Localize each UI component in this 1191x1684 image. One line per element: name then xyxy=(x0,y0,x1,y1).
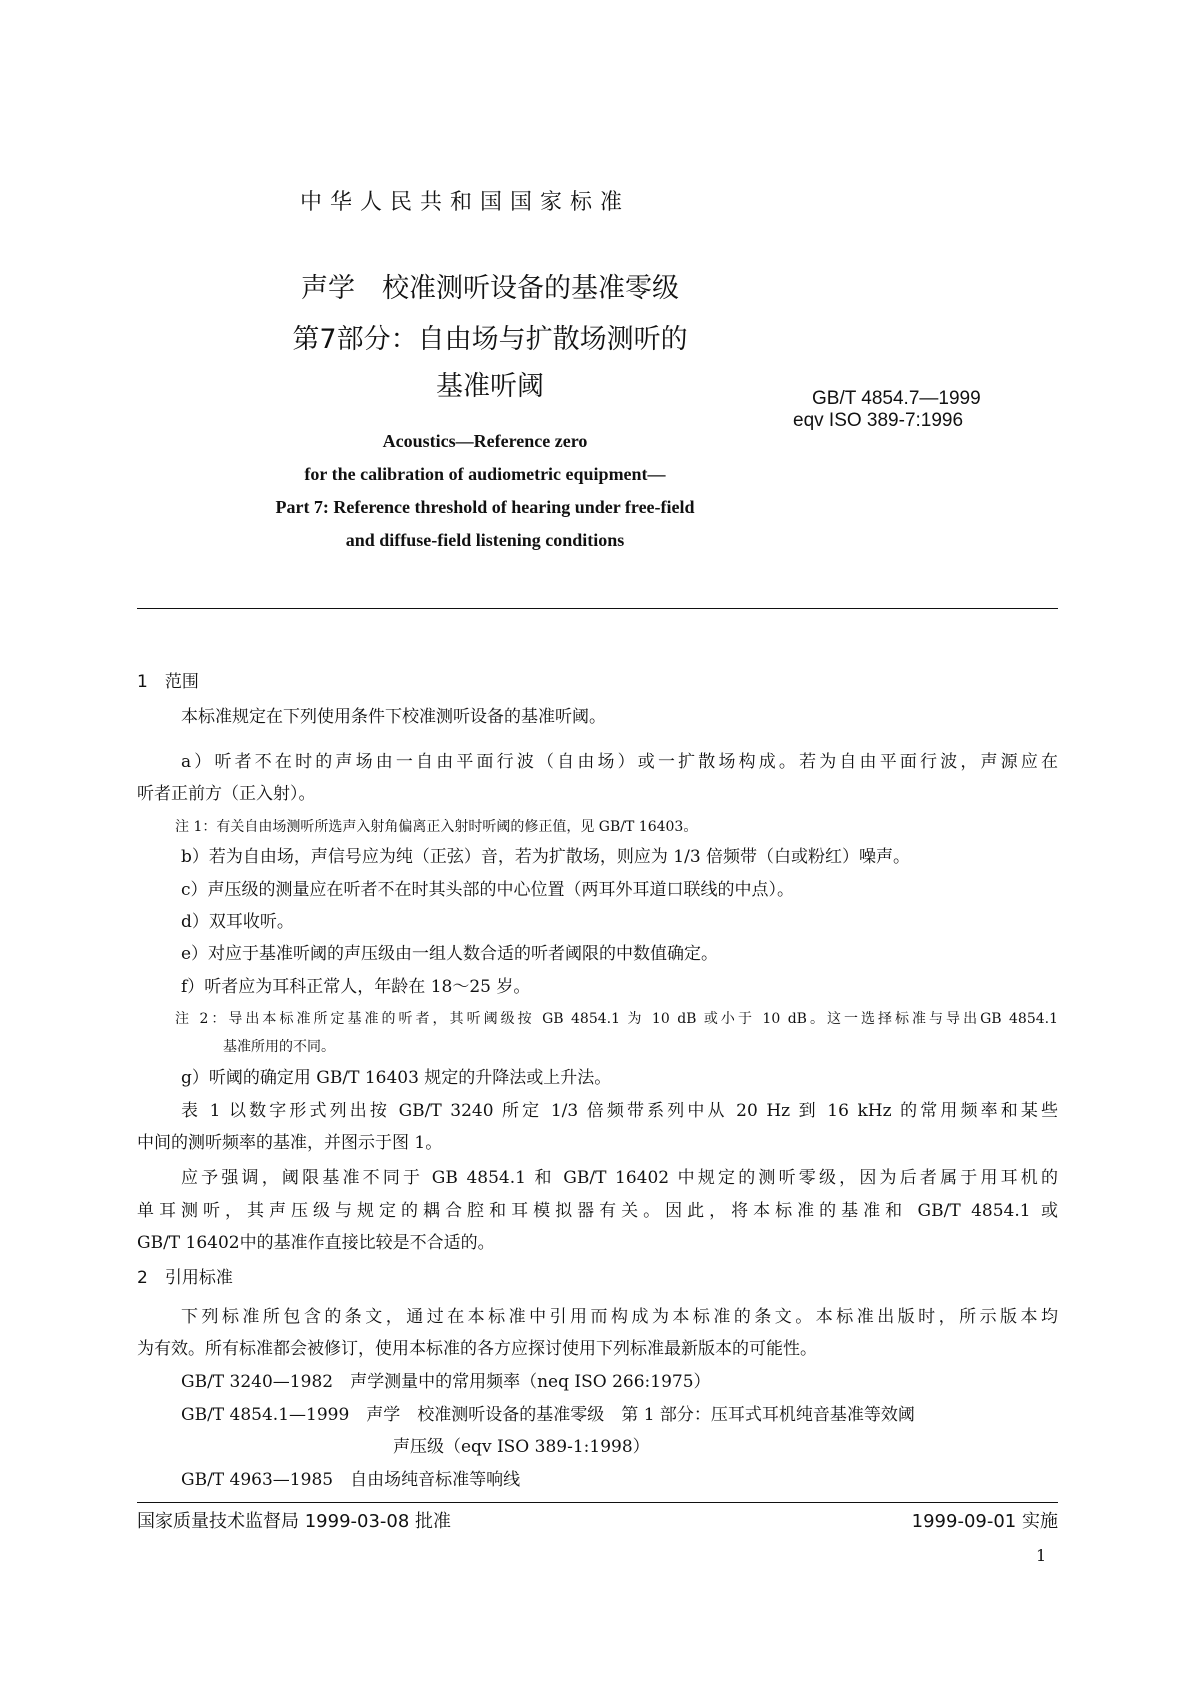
divider xyxy=(137,608,1058,609)
reference-item xyxy=(181,1371,711,1393)
reference-title-cont: 声压级（eqv ISO 389-1:1998） xyxy=(393,1437,650,1457)
reference-item xyxy=(181,1469,520,1491)
reference-code: GB/T 4963—1985 xyxy=(181,1470,334,1490)
footer-divider xyxy=(137,1502,1058,1503)
item-g: g）听阈的确定用 GB/T 16403 规定的升降法或上升法。 xyxy=(181,1068,612,1088)
item-a-cont: 听者正前方（正入射）。 xyxy=(137,784,316,804)
note-2: 注 2：导出本标准所定基准的听者，其听阈级按 GB 4854.1 为 10 dB 或小于 10 dB。这一选择标准与导出GB 4854.1 xyxy=(175,1011,1058,1027)
item-a: a）听者不在时的声场由一自由平面行波（自由场）或一扩散场构成。若为自由平面行波，声源应在 xyxy=(181,752,1058,772)
paragraph: 下列标准所包含的条文，通过在本标准中引用而构成为本标准的条文。本标准出版时，所示版本均 xyxy=(181,1307,1058,1327)
section-1-heading: 1 范围 xyxy=(137,672,199,692)
item-d: d）双耳收听。 xyxy=(181,912,294,932)
reference-title: 声学 校准测听设备的基准零级 第 1 部分：压耳式耳机纯音基准等效阈 xyxy=(366,1405,915,1425)
reference-code: GB/T 4854.1—1999 xyxy=(181,1405,350,1425)
section-2-heading: 2 引用标准 xyxy=(137,1268,233,1288)
equivalent-standard: eqv ISO 389-7:1996 xyxy=(793,410,964,431)
english-title-3: Part 7: Reference threshold of hearing under free-field xyxy=(275,497,695,517)
reference-code: GB/T 3240—1982 xyxy=(181,1372,334,1392)
effective-date: 1999-09-01 实施 xyxy=(911,1511,1058,1532)
item-c: c）声压级的测量应在听者不在时其头部的中心位置（两耳外耳道口联线的中点）。 xyxy=(181,880,795,900)
standard-header: 中华人民共和国国家标准 xyxy=(300,190,631,215)
paragraph: 应予强调，阈限基准不同于 GB 4854.1 和 GB/T 16402 中规定的测听零级，因为后者属于用耳机的 xyxy=(181,1168,1058,1188)
paragraph-cont: 中间的测听频率的基准，并图示于图 1。 xyxy=(137,1133,443,1153)
title-line-3: 基准听阈 xyxy=(436,371,544,402)
page-number: 1 xyxy=(1036,1546,1047,1565)
paragraph-cont: GB/T 16402中的基准作直接比较是不合适的。 xyxy=(137,1233,495,1253)
english-title-4: and diffuse-field listening conditions xyxy=(345,530,625,550)
title-line-2: 第7部分：自由场与扩散场测听的 xyxy=(292,324,688,355)
paragraph: 表 1 以数字形式列出按 GB/T 3240 所定 1/3 倍频带系列中从 20 Hz 到 16 kHz 的常用频率和某些 xyxy=(181,1101,1058,1121)
standard-code: GB/T 4854.7—1999 xyxy=(812,388,981,409)
title-line-1: 声学 校准测听设备的基准零级 xyxy=(301,273,679,304)
english-title-2: for the calibration of audiometric equipment— xyxy=(304,464,666,484)
reference-title: 自由场纯音标准等响线 xyxy=(350,1470,521,1490)
reference-item xyxy=(181,1404,915,1426)
approval-date: 国家质量技术监督局 1999-03-08 批准 xyxy=(137,1511,452,1532)
english-title-1: Acoustics—Reference zero xyxy=(382,431,588,451)
reference-title: 声学测量中的常用频率（neq ISO 266:1975） xyxy=(350,1372,711,1392)
note-1: 注 1：有关自由场测听所选声入射角偏离正入射时听阈的修正值，见 GB/T 16403。 xyxy=(175,819,698,835)
item-b: b）若为自由场，声信号应为纯（正弦）音，若为扩散场，则应为 1/3 倍频带（白或粉红）噪声。 xyxy=(181,847,911,867)
note-2-cont: 基准所用的不同。 xyxy=(223,1039,335,1055)
paragraph-cont: 为有效。所有标准都会被修订，使用本标准的各方应探讨使用下列标准最新版本的可能性。 xyxy=(137,1339,817,1359)
item-e: e）对应于基准听阈的声压级由一组人数合适的听者阈限的中数值确定。 xyxy=(181,944,719,964)
item-f: f）听者应为耳科正常人，年龄在 18～25 岁。 xyxy=(181,977,531,997)
paragraph-cont: 单耳测听，其声压级与规定的耦合腔和耳模拟器有关。因此，将本标准的基准和 GB/T 4854.1 或 xyxy=(137,1201,1058,1221)
paragraph: 本标准规定在下列使用条件下校准测听设备的基准听阈。 xyxy=(181,707,606,727)
